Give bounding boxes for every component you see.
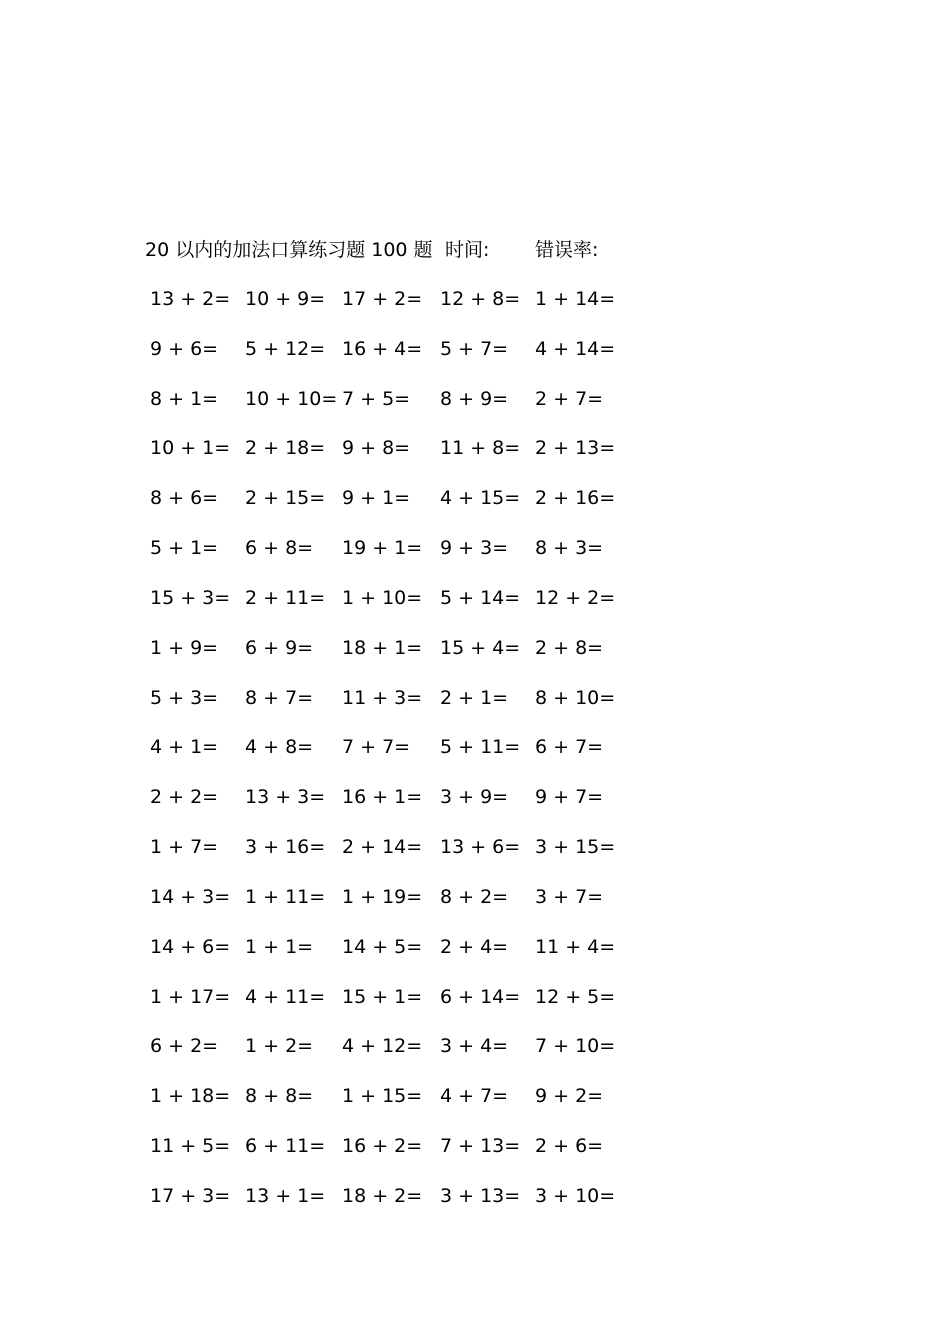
problem-cell: 11 + 3=: [342, 686, 423, 709]
problem-row: [0, 1132, 950, 1182]
problem-cell: 4 + 12=: [342, 1035, 423, 1058]
problem-cell: 8 + 8=: [245, 1085, 314, 1108]
problem-cell: 5 + 11=: [440, 736, 521, 759]
problem-cell: 14 + 6=: [150, 935, 231, 958]
problem-cell: 17 + 3=: [150, 1184, 231, 1207]
problem-row: [0, 484, 950, 534]
problem-cell: 5 + 7=: [440, 337, 509, 360]
problem-cell: 1 + 17=: [150, 985, 231, 1008]
problem-cell: 1 + 15=: [342, 1085, 423, 1108]
problem-cell: 14 + 3=: [150, 885, 231, 908]
problem-cell: 4 + 15=: [440, 487, 521, 510]
problem-cell: 14 + 5=: [342, 935, 423, 958]
problem-cell: 3 + 10=: [535, 1184, 616, 1207]
problem-cell: 7 + 5=: [342, 387, 411, 410]
problem-cell: 12 + 2=: [535, 586, 616, 609]
problem-cell: 3 + 7=: [535, 885, 604, 908]
problem-cell: 15 + 3=: [150, 586, 231, 609]
problem-cell: 8 + 2=: [440, 885, 509, 908]
problem-cell: 3 + 16=: [245, 836, 326, 859]
problem-cell: 9 + 8=: [342, 437, 411, 460]
problem-cell: 8 + 3=: [535, 537, 604, 560]
problem-cell: 5 + 12=: [245, 337, 326, 360]
problem-row: [0, 385, 950, 435]
problem-cell: 11 + 8=: [440, 437, 521, 460]
problem-row: [0, 285, 950, 335]
problem-cell: 1 + 7=: [150, 836, 219, 859]
problem-cell: 8 + 9=: [440, 387, 509, 410]
problem-cell: 4 + 7=: [440, 1085, 509, 1108]
problem-row: [0, 534, 950, 584]
problem-row: [0, 833, 950, 883]
problem-cell: 10 + 9=: [245, 288, 326, 310]
problem-row: [0, 733, 950, 783]
problem-cell: 18 + 2=: [342, 1184, 423, 1207]
problem-cell: 1 + 18=: [150, 1085, 231, 1108]
problem-cell: 3 + 13=: [440, 1184, 521, 1207]
problem-cell: 4 + 1=: [150, 736, 219, 759]
problem-cell: 9 + 7=: [535, 786, 604, 809]
problem-cell: 12 + 8=: [440, 288, 521, 310]
time-label: 时间:: [445, 239, 490, 261]
problem-cell: 2 + 14=: [342, 836, 423, 859]
problem-cell: 2 + 4=: [440, 935, 509, 958]
problem-cell: 16 + 2=: [342, 1135, 423, 1158]
error-rate-label: 错误率:: [535, 239, 599, 261]
problem-cell: 6 + 7=: [535, 736, 604, 759]
problem-cell: 6 + 9=: [245, 636, 314, 659]
problem-cell: 6 + 11=: [245, 1135, 326, 1158]
problem-cell: 3 + 4=: [440, 1035, 509, 1058]
problem-cell: 2 + 13=: [535, 437, 616, 460]
problem-cell: 5 + 3=: [150, 686, 219, 709]
problem-cell: 19 + 1=: [342, 537, 423, 560]
problem-cell: 6 + 14=: [440, 985, 521, 1008]
problem-cell: 7 + 10=: [535, 1035, 616, 1058]
problem-row: [0, 634, 950, 684]
problem-cell: 8 + 6=: [150, 487, 219, 510]
problem-row: [0, 933, 950, 983]
problem-cell: 16 + 1=: [342, 786, 423, 809]
problem-cell: 17 + 2=: [342, 288, 423, 310]
problem-row: [0, 1082, 950, 1132]
problem-row: [0, 584, 950, 634]
problem-cell: 9 + 1=: [342, 487, 411, 510]
problem-cell: 7 + 13=: [440, 1135, 521, 1158]
problem-cell: 1 + 2=: [245, 1035, 314, 1058]
worksheet-header: [145, 236, 598, 264]
problem-cell: 4 + 11=: [245, 985, 326, 1008]
problem-cell: 2 + 11=: [245, 586, 326, 609]
problem-cell: 10 + 1=: [150, 437, 231, 460]
problem-row: [0, 883, 950, 933]
problem-cell: 2 + 8=: [535, 636, 604, 659]
problem-cell: 2 + 15=: [245, 487, 326, 510]
problem-cell: 1 + 1=: [245, 935, 314, 958]
problem-cell: 3 + 15=: [535, 836, 616, 859]
problem-row: [0, 1032, 950, 1082]
problem-cell: 8 + 1=: [150, 387, 219, 410]
problem-cell: 5 + 14=: [440, 586, 521, 609]
problem-cell: 4 + 14=: [535, 337, 616, 360]
problem-cell: 3 + 9=: [440, 786, 509, 809]
problem-cell: 9 + 2=: [535, 1085, 604, 1108]
worksheet-title: 20 以内的加法口算练习题 100 题: [145, 239, 433, 261]
problem-cell: 1 + 9=: [150, 636, 219, 659]
problem-cell: 2 + 7=: [535, 387, 604, 410]
problem-row: [0, 434, 950, 484]
problem-cell: 4 + 8=: [245, 736, 314, 759]
problem-cell: 6 + 2=: [150, 1035, 219, 1058]
problem-cell: 1 + 14=: [535, 288, 616, 310]
problem-cell: 13 + 3=: [245, 786, 326, 809]
problem-row: [0, 335, 950, 385]
problem-cell: 8 + 10=: [535, 686, 616, 709]
problem-cell: 6 + 8=: [245, 537, 314, 560]
problem-row: [0, 983, 950, 1033]
problem-cell: 1 + 19=: [342, 885, 423, 908]
problem-cell: 1 + 10=: [342, 586, 423, 609]
problem-cell: 13 + 2=: [150, 288, 231, 310]
problem-row: [0, 783, 950, 833]
problem-row: [0, 684, 950, 734]
problem-cell: 12 + 5=: [535, 985, 616, 1008]
problem-cell: 9 + 6=: [150, 337, 219, 360]
problem-cell: 5 + 1=: [150, 537, 219, 560]
problem-cell: 2 + 1=: [440, 686, 509, 709]
problem-grid: [0, 285, 950, 1232]
problem-cell: 15 + 1=: [342, 985, 423, 1008]
problem-cell: 2 + 6=: [535, 1135, 604, 1158]
problem-cell: 11 + 5=: [150, 1135, 231, 1158]
problem-row: [0, 1182, 950, 1232]
problem-cell: 1 + 11=: [245, 885, 326, 908]
problem-cell: 8 + 7=: [245, 686, 314, 709]
problem-cell: 15 + 4=: [440, 636, 521, 659]
problem-cell: 16 + 4=: [342, 337, 423, 360]
problem-cell: 13 + 6=: [440, 836, 521, 859]
problem-cell: 11 + 4=: [535, 935, 616, 958]
problem-cell: 2 + 2=: [150, 786, 219, 809]
problem-cell: 9 + 3=: [440, 537, 509, 560]
problem-cell: 10 + 10=: [245, 387, 338, 410]
problem-cell: 2 + 18=: [245, 437, 326, 460]
problem-cell: 2 + 16=: [535, 487, 616, 510]
problem-cell: 18 + 1=: [342, 636, 423, 659]
problem-cell: 13 + 1=: [245, 1184, 326, 1207]
problem-cell: 7 + 7=: [342, 736, 411, 759]
